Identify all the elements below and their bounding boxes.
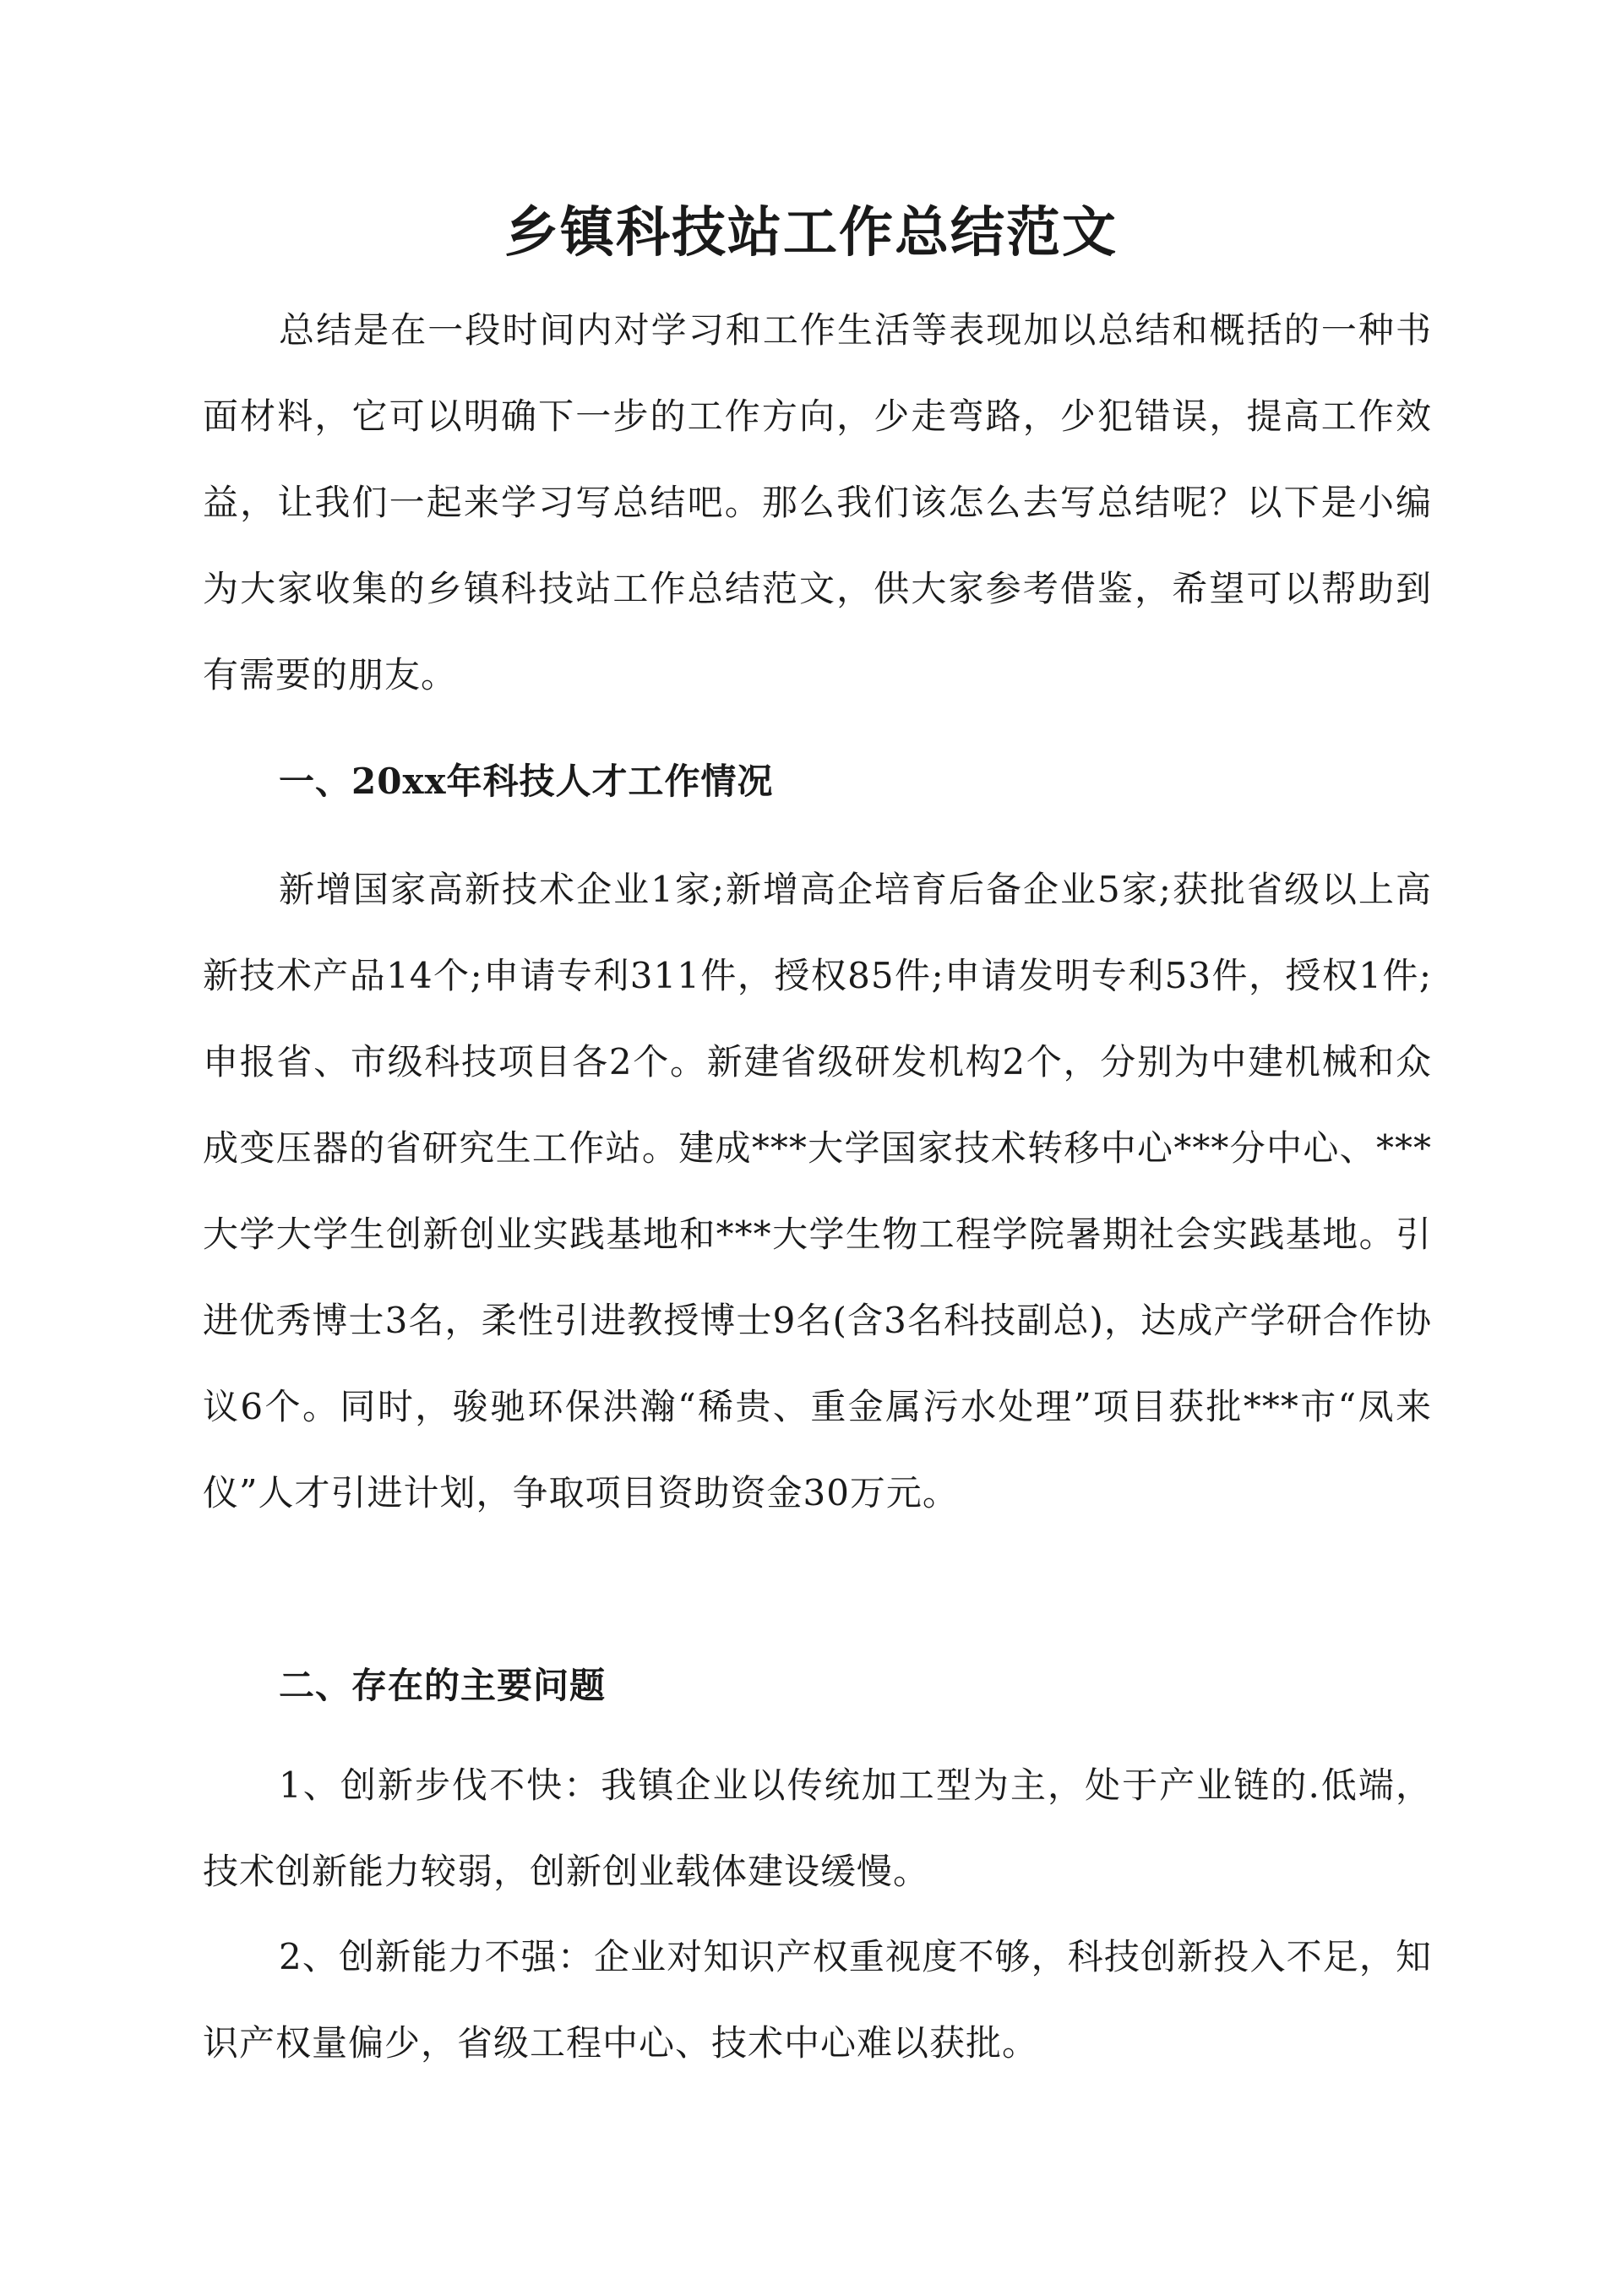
intro-paragraph: 总结是在一段时间内对学习和工作生活等表现加以总结和概括的一种书面材料，它可以明确下一步的工作方向，少走弯路，少犯错误，提高工作效益，让我们一起来学习写总结吧。那么我们该怎么去写总结呢？以下是小编为大家收集的乡镇科技站工作总结范文，供大家参考借鉴，希望可以帮助到有需要的朋友。 xyxy=(203,309,1432,695)
problem-item-innovation-pace: 1、创新步伐不快：我镇企业以传统加工型为主，处于产业链的.低端，技术创新能力较弱，创新创业载体建设缓慢。 xyxy=(203,1764,1432,1892)
section-heading-main-problems: 二、存在的主要问题 xyxy=(279,1665,607,1706)
problem-item-innovation-capacity: 2、创新能力不强：企业对知识产权重视度不够，科技创新投入不足，知识产权量偏少，省级工程中心、技术中心难以获批。 xyxy=(203,1936,1432,2064)
document-title: 乡镇科技站工作总结范文 xyxy=(504,201,1118,265)
talent-work-paragraph: 新增国家高新技术企业1家;新增高企培育后备企业5家;获批省级以上高新技术产品14个;申请专利311件，授权85件;申请发明专利53件，授权1件;申报省、市级科技项目各2个。新建省级研发机构2个，分别为中建机械和众成变压器的省研究生工作站。建成***大学国家技术转移中心***分中心、***大学大学生创新创业实践基地和***大学生物工程学院暑期社会实践基地。引进优秀博士3名，柔性引进教授博士9名(含3名科技副总)，达成产学研合作协议6个。同时，骏驰环保洪瀚“稀贵、重金属污水处理”项目获批***市“凤来仪”人才引进计划，争取项目资助资金30万元。 xyxy=(203,869,1432,1513)
section-heading-talent-work: 一、20xx年科技人才工作情况 xyxy=(279,761,774,802)
